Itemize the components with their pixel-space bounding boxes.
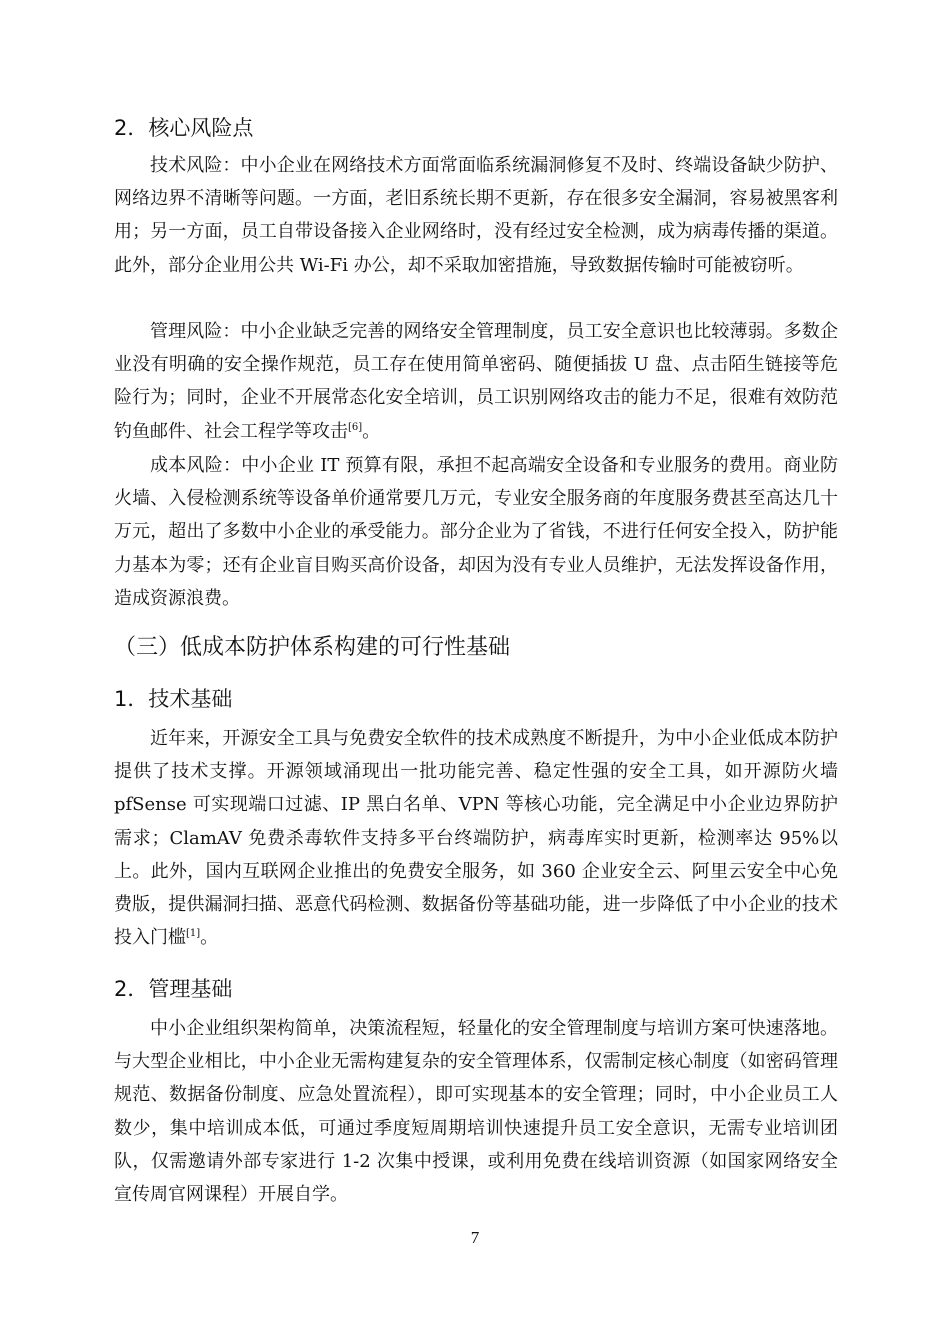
paragraph-end: 。 <box>362 420 381 442</box>
paragraph-management-risk <box>114 315 838 448</box>
section-heading-mgmt-basis: 2．管理基础 <box>114 977 233 1001</box>
paragraph-text: 近年来，开源安全工具与免费安全软件的技术成熟度不断提升，为中小企业低成本防护提供了技术支撑。开源领域涌现出一批功能完善、稳定性强的安全工具，如开源防火墙 pfSense 可实现端口过滤、IP 黑白名单、VPN 等核心功能，完全满足中小企业边界防护需求；ClamAV 免费杀毒软件支持多平台终端防护，病毒库实时更新，检测率达 95%以上。此外，国内互联网企业推出的免费安全服务，如 360 企业安全云、阿里云安全中心免费版，提供漏洞扫描、恶意代码检测、数据备份等基础功能，进一步降低了中小企业的技术投入门槛 <box>114 728 838 949</box>
paragraph-tech-basis <box>114 722 838 954</box>
paragraph-text: 管理风险：中小企业缺乏完善的网络安全管理制度，员工安全意识也比较薄弱。多数企业没有明确的安全操作规范，员工存在使用简单密码、随便插拔 U 盘、点击陌生链接等危险行为；同时，企业不开展常态化安全培训，员工识别网络攻击的能力不足，很难有效防范钓鱼邮件、社会工程学等攻击 <box>114 321 838 442</box>
citation-ref: [1] <box>186 928 201 940</box>
paragraph-end: 。 <box>200 927 219 949</box>
section-heading-feasibility: （三）低成本防护体系构建的可行性基础 <box>114 635 511 660</box>
page-number: 7 <box>470 1228 480 1247</box>
citation-ref: [6] <box>348 421 363 433</box>
paragraph-technical-risk: 技术风险：中小企业在网络技术方面常面临系统漏洞修复不及时、终端设备缺少防护、网络边界不清晰等问题。一方面，老旧系统长期不更新，存在很多安全漏洞，容易被黑客利用；另一方面，员工自带设备接入企业网络时，没有经过安全检测，成为病毒传播的渠道。此外，部分企业用公共 Wi-Fi 办公，却不采取加密措施，导致数据传输时可能被窃听。 <box>114 155 838 276</box>
section-heading-core-risks: 2．核心风险点 <box>114 116 254 140</box>
section-heading-tech-basis: 1．技术基础 <box>114 687 233 711</box>
paragraph-cost-risk: 成本风险：中小企业 IT 预算有限，承担不起高端安全设备和专业服务的费用。商业防火墙、入侵检测系统等设备单价通常要几万元，专业安全服务商的年度服务费甚至高达几十万元，超出了多数中小企业的承受能力。部分企业为了省钱，不进行任何安全投入，防护能力基本为零；还有企业盲目购买高价设备，却因为没有专业人员维护，无法发挥设备作用，造成资源浪费。 <box>114 455 838 609</box>
paragraph-mgmt-basis: 中小企业组织架构简单，决策流程短，轻量化的安全管理制度与培训方案可快速落地。与大型企业相比，中小企业无需构建复杂的安全管理体系，仅需制定核心制度（如密码管理规范、数据备份制度、应急处置流程），即可实现基本的安全管理；同时，中小企业员工人数少，集中培训成本低，可通过季度短周期培训快速提升员工安全意识，无需专业培训团队，仅需邀请外部专家进行 1-2 次集中授课，或利用免费在线培训资源（如国家网络安全宣传周官网课程）开展自学。 <box>114 1018 838 1206</box>
